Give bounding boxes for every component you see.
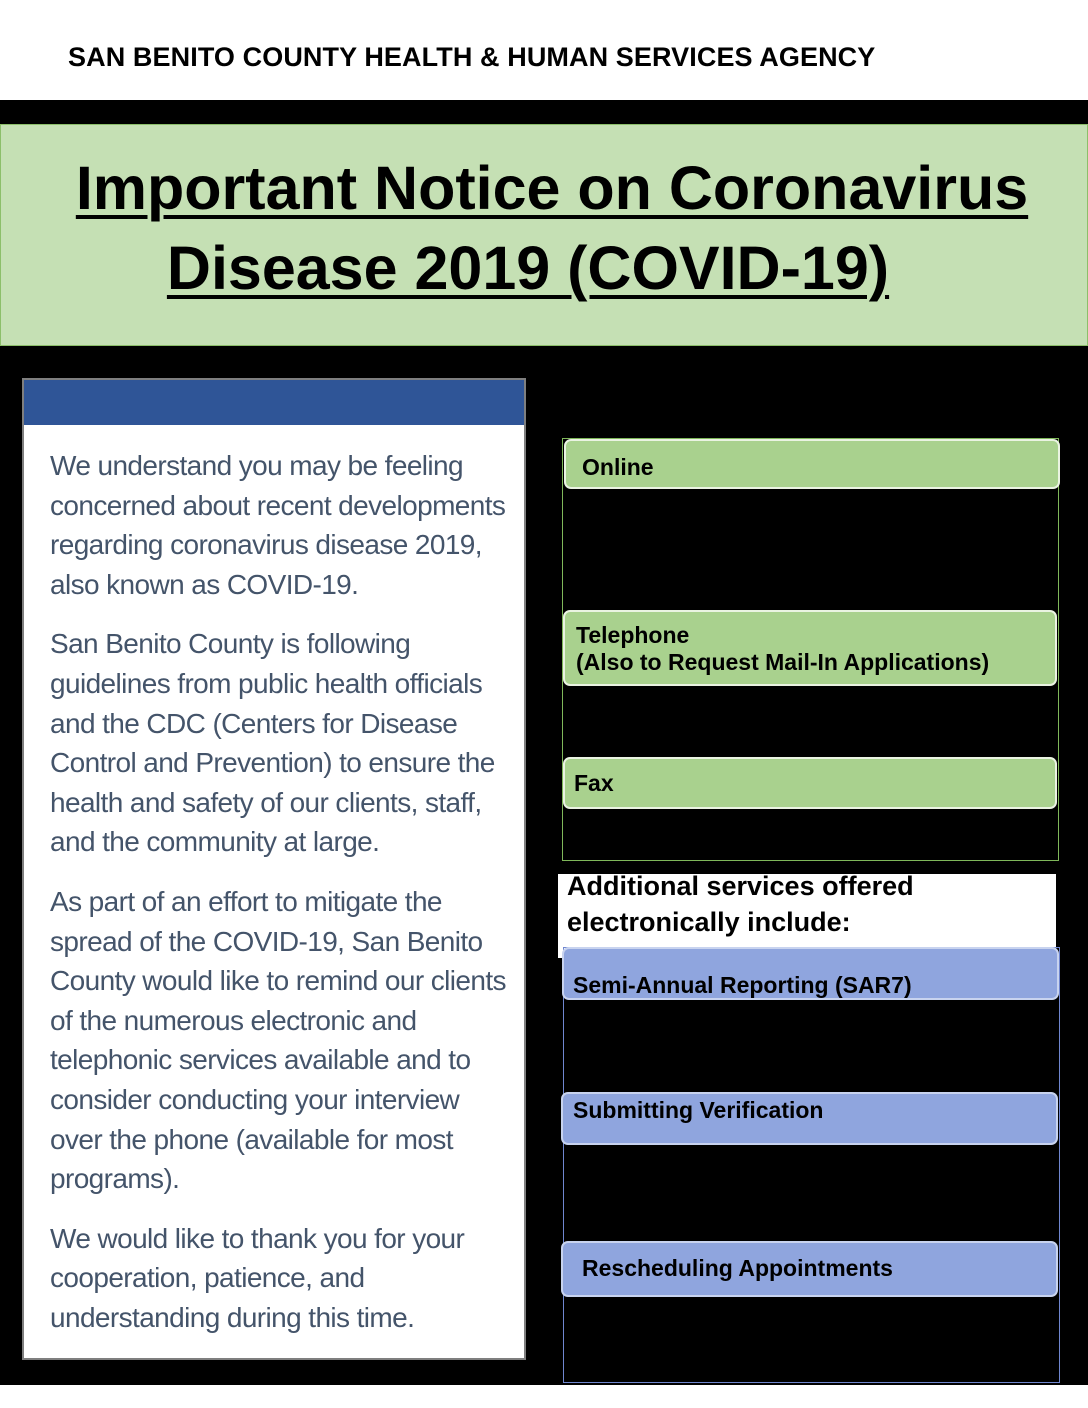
- telephone-label: Telephone: [576, 622, 690, 648]
- paragraph-guidelines: San Benito County is following guidelines from public health officials and the CDC (Centers for Disease Control and Prevention) to ensure the health and safety of our clients, staff, and the community at large.: [50, 628, 495, 858]
- sar7-section: [562, 947, 1059, 1000]
- title-line-1: Important Notice on Coronavirus: [75, 154, 1029, 222]
- verification-section: [561, 1092, 1058, 1145]
- rescheduling-section: [561, 1241, 1058, 1297]
- online-label: Online: [582, 454, 654, 480]
- additional-services-heading: [558, 874, 1056, 958]
- electronic-services-box: [563, 947, 1060, 1383]
- sar7-label: Semi-Annual Reporting (SAR7): [573, 972, 912, 998]
- panel-banner: [24, 380, 524, 425]
- paragraph-thanks: We would like to thank you for your cooperation, patience, and understanding during this time.: [50, 1222, 465, 1333]
- notice-title: [0, 148, 1088, 308]
- agency-name: SAN BENITO COUNTY HEALTH & HUMAN SERVICES AGENCY: [68, 42, 876, 72]
- title-line-2: Disease 2019 (COVID-19): [166, 234, 890, 302]
- paragraph-services: As part of an effort to mitigate the spread of the COVID-19, San Benito County would like to remind our clients of the numerous electronic and telephonic services available and to consider conducting your interview over the phone (available for most programs).: [50, 885, 506, 1195]
- telephone-section: [563, 610, 1057, 686]
- fax-label: Fax: [574, 770, 614, 796]
- paragraph-concern: We understand you may be feeling concerned about recent developments regarding coronavirus disease 2019, also known as COVID-19.: [50, 450, 506, 600]
- verification-label: Submitting Verification: [573, 1097, 824, 1123]
- online-section: [564, 439, 1060, 489]
- panel-body: [50, 446, 512, 1357]
- message-panel: [22, 378, 526, 1360]
- fax-section: [563, 757, 1057, 809]
- rescheduling-label: Rescheduling Appointments: [582, 1255, 893, 1281]
- telephone-sublabel: (Also to Request Mail-In Applications): [576, 649, 990, 675]
- additional-services-text: Additional services offered electronically include:: [567, 874, 914, 937]
